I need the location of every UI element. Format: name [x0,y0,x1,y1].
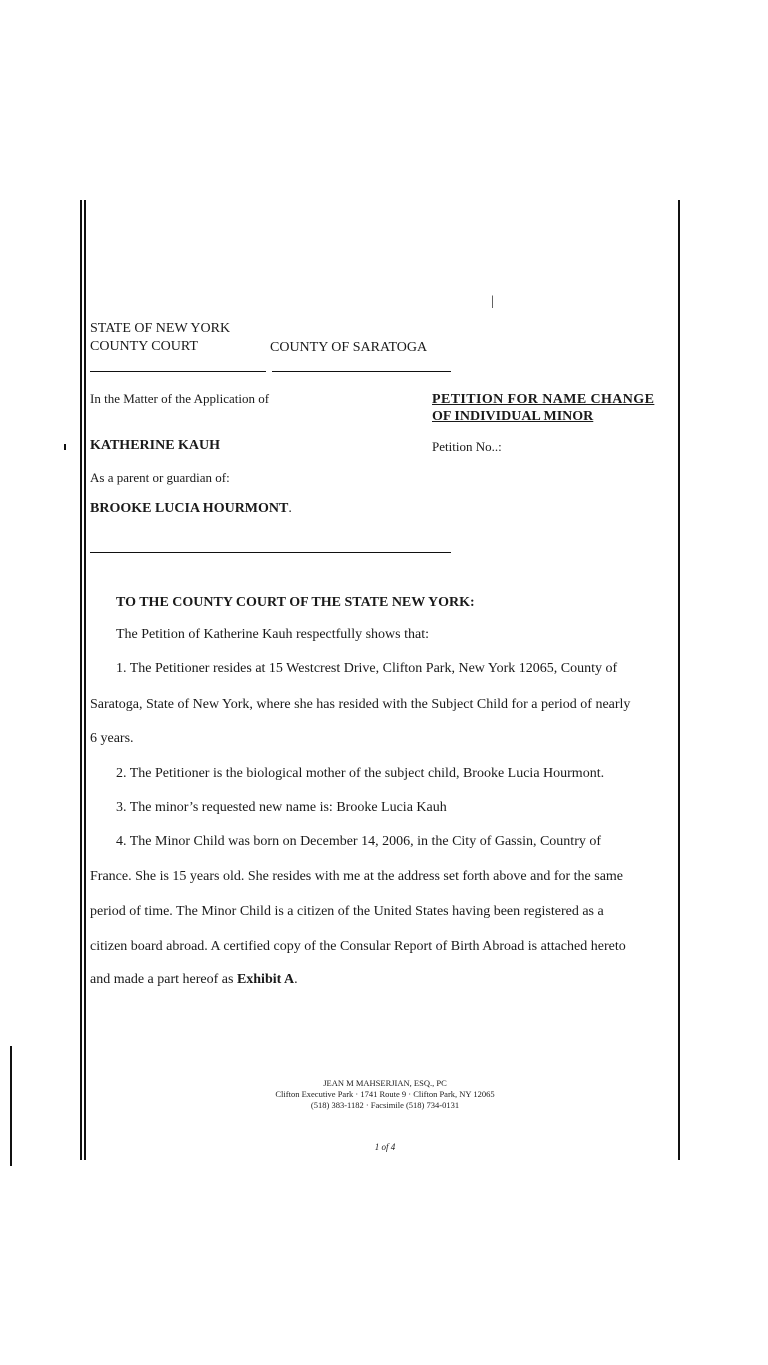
right-margin-rule [678,200,680,1160]
exhibit-label: Exhibit A [236,972,295,987]
left-margin-rule-outer [80,200,82,1160]
paragraph-4-line-4: citizen board abroad. A certified copy of the Consular Report of Birth Abroad is attached hereto [90,939,626,954]
court-heading: COUNTY COURT [90,339,198,354]
county-heading: COUNTY OF SARATOGA [270,340,428,355]
child-name-period: . [288,501,292,516]
exhibit-end: . [294,972,298,987]
petition-title-line1: PETITION FOR NAME CHANGE [432,392,655,407]
paragraph-3: 3. The minor’s requested new name is: Brooke Lucia Kauh [116,800,447,815]
petitioner-name: KATHERINE KAUH [90,438,221,453]
exhibit-lead-text: and made a part hereof as [90,972,237,987]
caption-rule-right [272,371,451,372]
paragraph-4-line-3: period of time. The Minor Child is a citizen of the United States having been registered as a [90,904,604,919]
scan-artifact-rule [10,1046,12,1166]
paragraph-1-line-3: 6 years. [90,731,134,746]
page-number: 1 of 4 [374,1142,396,1152]
paragraph-4-line-5 [90,972,298,988]
left-margin-rule-inner [84,200,86,1160]
footer-address: Clifton Executive Park · 1741 Route 9 · Clifton Park, NY 12065 [275,1089,495,1099]
paragraph-4-line-1: 4. The Minor Child was born on December 14, 2006, in the City of Gassin, Country of [116,834,602,849]
petition-title-line2: OF INDIVIDUAL MINOR [432,409,594,424]
addressee-heading: TO THE COUNTY COURT OF THE STATE NEW YORK: [116,595,475,610]
paragraph-1-line-2: Saratoga, State of New York, where she has resided with the Subject Child for a period of nearly [90,697,631,712]
matter-text: In the Matter of the Application of [90,391,270,406]
petition-number-label: Petition No..: [432,439,502,454]
parent-label: As a parent or guardian of: [90,470,230,485]
child-name-line [90,501,292,517]
paragraph-4-line-2: France. She is 15 years old. She resides with me at the address set forth above and for the same [90,869,624,884]
footer-firm: JEAN M MAHSERJIAN, ESQ., PC [323,1078,447,1088]
stray-mark: | [491,294,494,309]
child-name: BROOKE LUCIA HOURMONT [90,501,289,516]
scan-artifact-tick [64,444,66,450]
paragraph-1-line-1: 1. The Petitioner resides at 15 Westcrest Drive, Clifton Park, New York 12065, County of [116,661,618,676]
paragraph-2: 2. The Petitioner is the biological mother of the subject child, Brooke Lucia Hourmont. [116,766,605,781]
intro-paragraph: The Petition of Katherine Kauh respectfully shows that: [116,627,429,642]
state-heading: STATE OF NEW YORK [90,321,231,336]
caption-bottom-rule [90,552,451,553]
caption-rule-left [90,371,266,372]
footer-phone: (518) 383-1182 · Facsimile (518) 734-0131 [310,1100,460,1110]
